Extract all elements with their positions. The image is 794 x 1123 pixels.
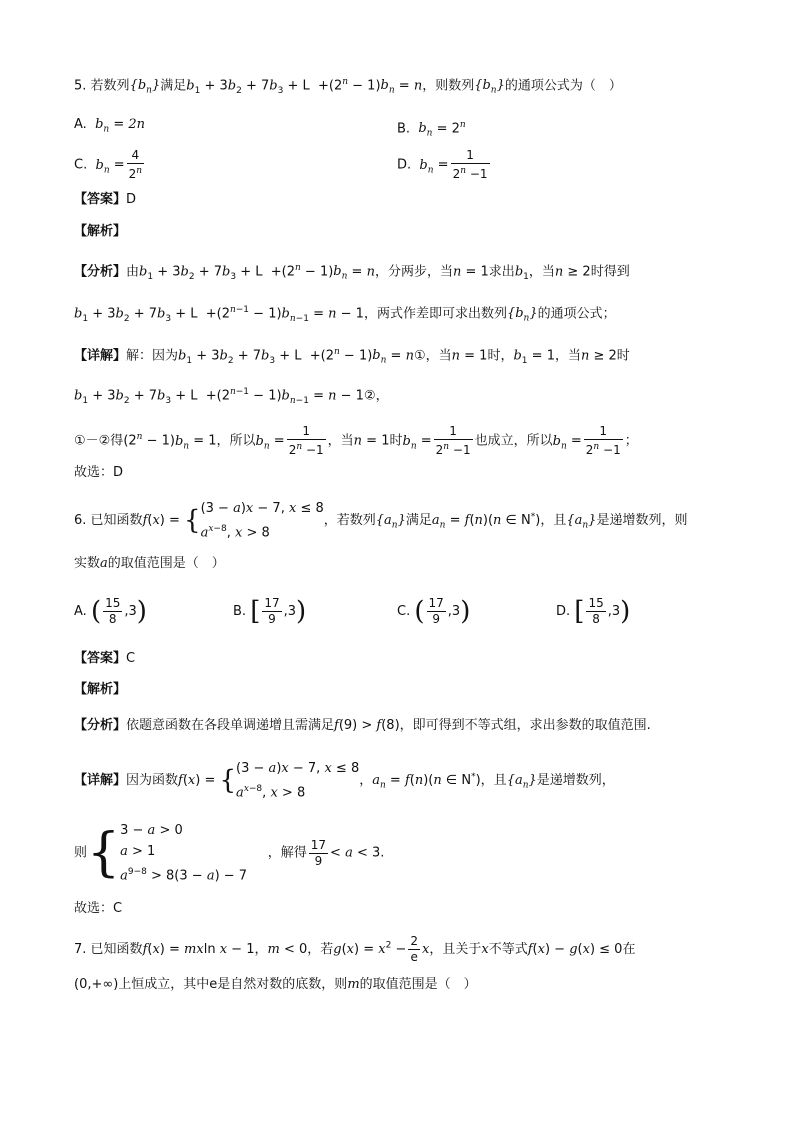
q7-number: 7. [74, 942, 87, 957]
q6-fenxi: 【分析】依题意函数在各段单调递增且需满足f(9) > f(8)，即可得到不等式组，求出参数的取值范围. [74, 718, 651, 733]
q5-fenxi-line1: 【分析】由$b_1 + 3b_2 + 7b_3 + L +(2^n - 1)b_n = n$，分两步，当n = 1求出$b_1$，当n ≥ 2时得到 [74, 263, 630, 282]
q5-xiangjie-line3: ①－②得$(2^n - 1)b_n = 1$，所以$b_n$ = $\frac{1}{2^n -1}$ ，当n = 1时$b_n$ = $\frac{1}{2^n -1}$ 也成立，所以$b_n$ = $\frac{1}{2^n -1}$ ； [74, 424, 638, 457]
q6-number: 6. [74, 513, 87, 529]
q5-xiangjie-line1: 【详解】解：因为$b_1 + 3b_2 + 7b_3 + L +(2^n - 1)b_n$ = n①，当n = 1时，$b_1 = 1$，当n ≥ 2时 [74, 347, 630, 366]
q5-answer: 【答案】D [74, 192, 137, 207]
q5-option-a: A. $b_n = 2n$ [74, 117, 146, 135]
q5-fenxi-line2: $b_1 + 3b_2 + 7b_3 + L +(2^{n-1} - 1)b_{n-1} = n - 1$，两式作差即可求出数列$\{b_n\}$的通项公式； [74, 305, 616, 324]
q5-option-b: B. $b_n = 2^n$ [397, 120, 466, 139]
q5-option-d: D. $b_n$ = $\frac{1}{2^n -1}$ [397, 148, 488, 181]
q5-choose: 故选：D [74, 465, 124, 480]
q6-analysis-tag: 【解析】 [74, 682, 127, 697]
q6-stem-line1: 6. 已知函数f(x) = { (3 − a)x − 7, x ≤ 8 $a^{x-8}$, x > 8 ，若数列$\{a_n\}$满足$a_n = f(n)(n$ ∈ N*)，且$\{a_n\}$是递增数列，则 [74, 501, 688, 541]
q7-stem-line1: 7. 已知函数f(x) = mxln x − 1，m < 0，若$g(x) = x^2$ − $\frac{2}{e}$ x，且关于x不等式f(x) − g(x) ≤ 0在 [74, 934, 636, 964]
q5-option-c: C. $b_n$ = $\frac{4}{2^n}$ [74, 148, 143, 181]
q6-xiangjie-line1: 【详解】因为函数f(x) = { (3 − a)x − 7, x ≤ 8 $a^{x-8}$, x > 8 ，$a_n = f(n)(n$ ∈ N*)，且$\{a_n\}$是递增数列， [74, 761, 615, 801]
q5-number: 5. [74, 78, 87, 94]
q6-choose: 故选：C [74, 901, 123, 916]
q7-stem-line2: (0,+∞)上恒成立，其中e是自然对数的底数，则m的取值范围是（ ） [74, 977, 477, 992]
q6-answer: 【答案】C [74, 651, 136, 666]
q6-option-d: D. [ $\frac{15}{8}$ ,3) [556, 596, 631, 627]
q6-option-b: B. [ $\frac{17}{9}$ ,3) [233, 596, 307, 627]
q5-analysis-tag: 【解析】 [74, 224, 127, 239]
q5-stem: 5. 若数列$\{b_n\}$满足$b_1 + 3b_2 + 7b_3 + L +(2^n - 1)b_n = n$，则数列$\{b_n\}$的通项公式为（ ） [74, 77, 622, 96]
q6-xiangjie-line2: 则{ 3 − a > 0 a > 1 $a^{9-8} > 8(3 - a) - 7$ ，解得 $\frac{17}{9}$ < a < 3. [74, 823, 385, 884]
q6-option-a: A. ( $\frac{15}{8}$ ,3) [74, 596, 147, 627]
q5-xiangjie-line2: $b_1 + 3b_2 + 7b_3 + L +(2^{n-1} - 1)b_{n-1} = n$ − 1②， [74, 387, 389, 406]
q6-stem-line2: 实数a的取值范围是（ ） [74, 556, 225, 571]
q6-option-c: C. ( $\frac{17}{9}$ ,3) [397, 596, 471, 627]
